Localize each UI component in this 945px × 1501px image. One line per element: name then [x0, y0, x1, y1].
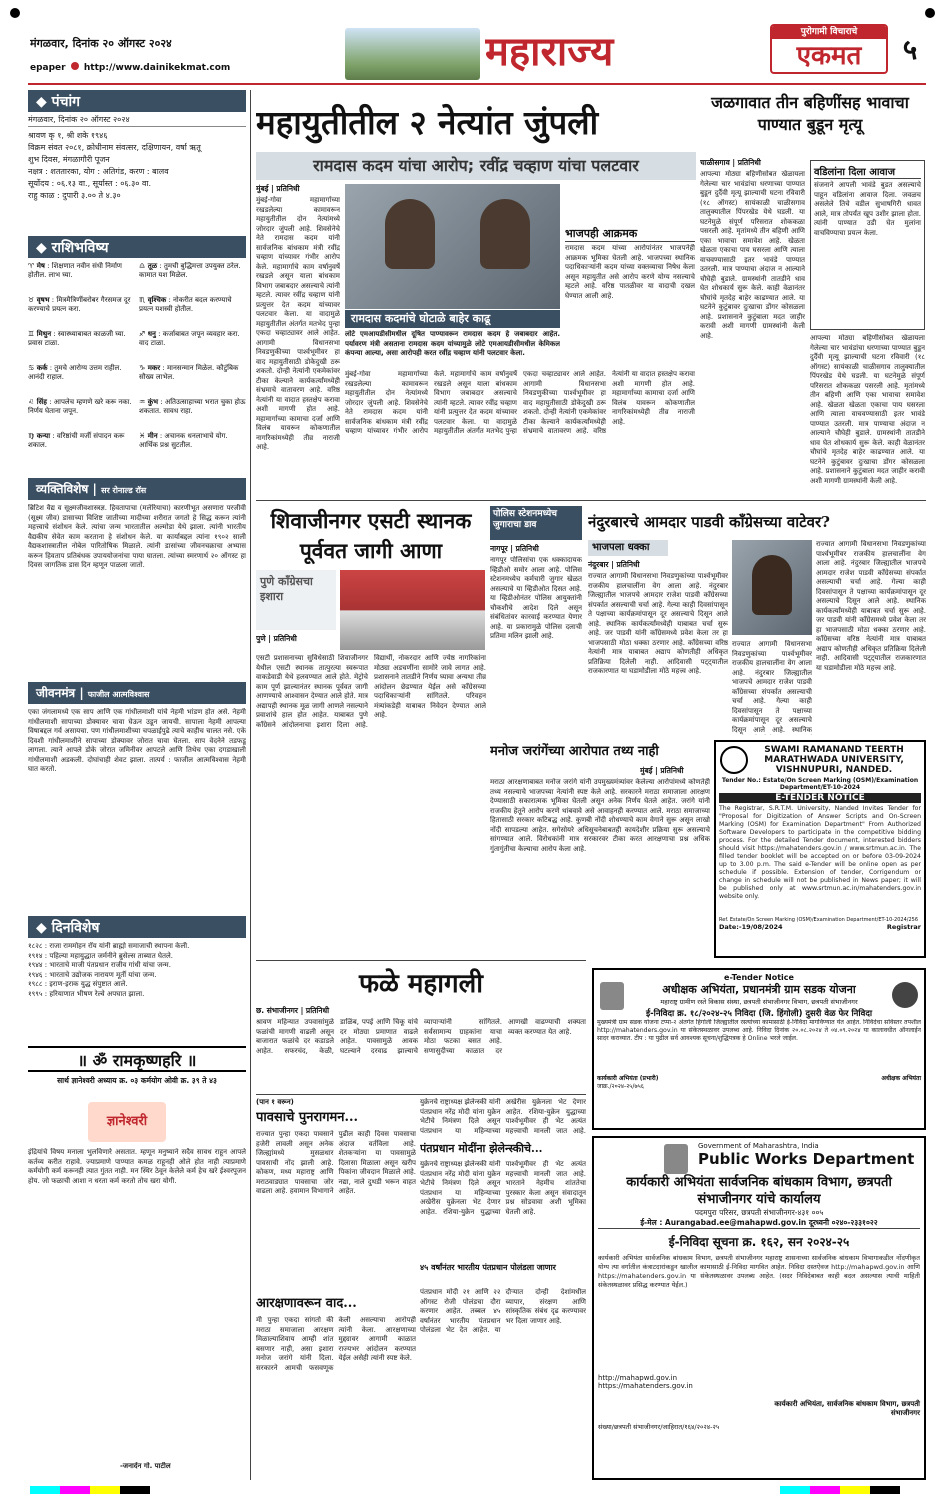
libra-icon: ♎	[139, 262, 148, 270]
dnyaneshwari-logo: ज्ञानेश्वरी	[88, 1102, 166, 1142]
paus-kicker: (पान १ वरून)	[256, 1098, 294, 1106]
jalgaon-byline: चाळीसगाव | प्रतिनिधी	[700, 158, 761, 167]
lead-caption-body: लोटे एमआयडीसीमधील दूषित पाण्यावरून रामदास कदम हे जबाबदार आहेत. पर्यावरण मंत्री असताना रामदास कदम यांच्यामुळे लोटे एमआयडीसीमधील केमिकल कंपन्या आल्या, असा आरोपही करत रवींद्र चव्हाण यांनी पलटवार केला.	[345, 330, 560, 357]
pmgsy-sub: महाराष्ट्र ग्रामीण रस्ते विकास संस्था, छत्रपती संभाजीनगर विभाग, छत्रपती संभाजीनगर	[660, 998, 858, 1006]
bus-photo	[340, 570, 485, 650]
phale-body: श्रावण महिन्यात उपवासांमुळे फळांची मागणी वाढली असून बाजारात फळांचे दर कडाडले आहेत. सफरचंद, केळी, डाळिंब, पपई आणि चिकू यांचे दर मोठ्या प्रमाणात वाढले आहेत. पावसामुळे आवक घटल्याने दरवाढ झाल्याचे व्यापाऱ्यांनी सांगितले. सर्वसामान्य ग्राहकांना याचा मोठा फटका बसत आहे. सणासुदीच्या काळात दर आणखी वाढण्याची शक्यता व्यक्त करण्यात येत आहे.	[256, 1018, 586, 1055]
srtmu-title-3: VISHNUPURI, NANDED.	[775, 765, 893, 775]
paus-body: राज्यात पुन्हा एकदा पावसाने हजेरी लावली असून अनेक जिल्ह्यांमध्ये मुसळधार पावसाची नोंद झाली आहे. कोकण, मध्य महाराष्ट्र आणि मराठवाड्यात पावसाचा जोर वाढला आहे. हवामान विभागाने पुढील काही दिवस पावसाचा अंदाज वर्तविला आहे. शेतकऱ्यांना या पावसामुळे दिलासा मिळाला असून खरीप पिकांना जीवदान मिळाले आहे. नद्या, नाले दुथडी भरून वाहत आहेत.	[256, 1130, 416, 1195]
lead-byline: मुंबई | प्रतिनिधी	[256, 184, 300, 193]
emblem-icon	[600, 982, 624, 1010]
jalgaon-box-title: वडिलांना दिला आवाज	[814, 164, 921, 179]
padvi-body: राज्यात आगामी विधानसभा निवडणुकांच्या पार्श्वभूमीवर राजकीय हालचालींना वेग आला आहे. नंदुरबार जिल्ह्यातील भाजपचे आमदार राजेश पाडवी काँग्रेसच्या संपर्कात असल्याची चर्चा आहे. गेल्या काही दिवसांपासून ते पक्षाच्या कार्यक्रमांपासून दूर असल्याचे दिसून आले आहे. स्थानिक कार्यकर्त्यांमध्येही याबाबत चर्चा सुरू आहे. जर पाडवी यांनी काँग्रेसमध्ये प्रवेश केला तर हा भाजपसाठी मोठा धक्का ठरणार आहे. काँग्रेसच्या वरिष्ठ नेत्यांनी मात्र याबाबत अद्याप कोणतीही अधिकृत प्रतिक्रिया दिलेली नाही. आदिवासी पट्ट्यातील राजकारणात या घडामोडीला मोठे महत्त्व आहे.	[588, 572, 728, 675]
pm-body: युक्रेनचे राष्ट्राध्यक्ष झेलेन्स्की यांनी पंतप्रधान नरेंद्र मोदी यांना युक्रेन भेटीचे निमंत्रण दिले असून पंतप्रधान या महिन्याच्या अखेरीस युक्रेनला भेट देणार आहेत. रशिया-युक्रेन युद्धाच्या पार्श्वभूमीवर ही भेट अत्यंत महत्त्वाची मानली जात आहे.	[420, 1098, 586, 1135]
pwd-notice: ई-निविदा सूचना क्र. १६२, सन २०२४-२५	[668, 1235, 850, 1249]
jarange-headline: मनोज जरांगेंच्या आरोपात तथ्य नाही	[490, 744, 659, 759]
padvi-photo	[732, 540, 812, 635]
rashi-item: ♋ कर्क : तुमचे आरोग्य उत्तम राहील. आनंदी राहाल.	[28, 364, 122, 381]
pwd-signer: कार्यकारी अभियंता, सार्वजनिक बांधकाम विभाग, छत्रपती संभाजीनगर	[774, 1400, 920, 1417]
vyaktivishesh-heading: व्यक्तिविशेष | सर रोनाल्ड रॉस	[28, 478, 246, 500]
phale-byline: छ. संभाजीनगर | प्रतिनिधी	[256, 1006, 330, 1015]
srtmu-date: Date:-19/08/2024	[719, 923, 783, 931]
epaper-label: epaper	[30, 63, 66, 73]
jeevanmantra-subject: फाजील आत्मविश्वास	[87, 690, 150, 699]
lead-headline: महायुतीतील २ नेत्यांत जुंपली	[256, 103, 599, 142]
panchang-line: राहु काळ : दुपारी ३.०० ते ४.३०	[28, 191, 121, 200]
rashi-item: ♉ वृषभ : मित्रमैत्रिणींबरोबर गैरसमज दूर करण्याचे प्रयत्न करा.	[28, 296, 131, 313]
brand-name: एकमत	[796, 41, 862, 71]
srtmu-title-2: MARATHWADA UNIVERSITY,	[764, 755, 904, 765]
panchang-line: सूर्योदय : ०६.१३ वा., सूर्यास्त : ०६.३० वा.	[28, 179, 152, 188]
dinvishesh-list	[28, 942, 246, 1042]
srtmu-title-1: SWAMI RAMANAND TEERTH	[764, 745, 904, 755]
dinvishesh-item: १९९५ : हरियाणात भीषण रेल्वे अपघात झाला.	[28, 989, 145, 998]
dinvishesh-heading: ◆ दिनविशेष	[28, 916, 246, 938]
person-icon	[480, 199, 530, 269]
srtmu-body: The Registrar, S.R.T.M. University, Nanded Invites Tender for "Proposal for Digitization of Answer Scripts and On-Screen Marking (OSM) for Examination Department" From Authorized Software Developers to participate in the competitive bidding process. For the detailed Tender document, interested bidders should visit https://mahatenders.gov.in / www.srtmun.ac.in. The filled tender booklet will be accepted on or before 03-09-2024 up to 3.00 p.m. The said e-Tender will be online open as per schedule if possible. Extension of tender, Corrigendum or change in schedule will not be published in News paper; it will be published only at www.srtmun.ac.in/mahatenders.gov.in website only.	[719, 805, 921, 900]
person-icon	[385, 199, 435, 269]
header-rule	[28, 83, 926, 85]
panchang-line: श्रावण कृ १, श्री शके १९४६	[28, 131, 108, 140]
st-headline: शिवाजीनगर एसटी स्थानक पूर्ववत जागी आणा	[270, 508, 472, 563]
capricorn-icon: ♑	[139, 364, 148, 372]
lead-photo	[345, 184, 560, 309]
dinvishesh-item: १९४६ : भारताचे उद्योजक नारायण मूर्ती यांचा जन्म.	[28, 970, 157, 979]
lead-subhead: रामदास कदम यांचा आरोप; रवींद्र चव्हाण यांचा पलटवार	[256, 152, 696, 180]
ramkrishna-body: इंद्रियांचे विषय मनाला भुलविणारे असतात. म्हणून मनुष्याने सदैव सावध राहून आपले कर्तव्य करीत राहावे. ज्याप्रमाणे पाण्यात कमळ राहूनही ओले होत नाही त्याप्रमाणे कर्मयोगी कर्म करूनही त्यात गुंतत नाही. मन स्थिर ठेवून केलेले कर्म हेच खरे ईश्वरपूजन होय. जो फळाची आशा न धरता कर्म करतो तोच खरा योगी.	[28, 1148, 246, 1185]
srtmu-signer: Registrar	[886, 923, 921, 931]
phale-headline: फळे महागली	[359, 969, 483, 999]
masthead-title: महाराज्य	[485, 28, 614, 75]
diamond-icon: ◆	[36, 94, 52, 110]
globe-icon	[71, 62, 79, 70]
pwd-address: पदमपुरा परिसर, छत्रपती संभाजीनगर-४३१ ००५	[694, 1208, 824, 1217]
pwd-tender-ad	[592, 1136, 926, 1480]
lead-sidebar-body: रामदास कदम यांच्या आरोपांनंतर भाजपनेही आक्रमक भूमिका घेतली आहे. भाजपच्या स्थानिक पदाधिकाऱ्यांनी कदम यांच्या वक्तव्याचा निषेध केला असून महायुतीत असे आरोप करणे योग्य नसल्याचे म्हटले आहे. वरिष्ठ पातळीवर या वादाची दखल घेण्यात आली आहे.	[565, 244, 695, 300]
masthead-art	[345, 28, 480, 80]
dinvishesh-item: १८२८ : राजा राममोहन रॉय यांनी ब्राह्मो समाजाची स्थापना केली.	[28, 942, 190, 950]
scorpio-icon: ♏	[139, 296, 148, 304]
rashi-item: ♐ धनु : कर्जाबाबत जपून व्यवहार करा. वाद टाळा.	[139, 330, 240, 347]
jeevanmantra-body: एका जंगलामध्ये एक साप आणि एक गांधीलमाशी यांचे नेहमी भांडण होत असे. नेहमी गांधीलमाशी सापाच्या डोक्यावर चावा घेऊन उडून जायची. सापाला नेहमी आपल्या विषाबद्दल गर्व असायचा. पण गांधीलमाशीच्या चपळाईपुढे त्याचे काहीच चालत नसे. एके दिवशी गांधीलमाशीने सापाच्या डोक्यावर जोरात चावा घेतला. साप वेदनेने तडफडू लागला. त्याने आपले डोके जोरात जमिनीवर आपटले आणि तिथेच एका दगडाखाली गांधीलमाशी अडकली. दोघांचाही शेवट झाला. तात्पर्य : फाजील आत्मविश्वास नेहमी घात करतो.	[28, 708, 246, 773]
header-date: मंगळवार, दिनांक २० ऑगस्ट २०२४	[30, 37, 172, 50]
pmgsy-tender-ad	[592, 968, 926, 1130]
virgo-icon: ♍	[28, 432, 37, 440]
pwd-ref: संख्या/छत्रपती संभाजीनगर/जाहिरात/१६४/२०२४-२५	[598, 1423, 720, 1431]
rashi-item: ♊ मिथुन : स्वास्थ्याबाबत काळजी घ्या. प्रवास टाळा.	[28, 330, 126, 347]
paus-sub2: आरक्षणावरून वाद...	[256, 1296, 357, 1311]
cancer-icon: ♋	[28, 364, 37, 372]
pmgsy-right-sign: अधीक्षक अभियंता	[881, 1075, 921, 1082]
ramkrishna-subtitle: सार्थ ज्ञानेश्वरी अध्याय क्र. ०३ कर्मयोग ओवी क्र. ३९ ते ४३	[57, 1076, 217, 1085]
padvi-box-title: भाजपला धक्का	[588, 540, 668, 556]
pisces-icon: ♓	[139, 432, 148, 440]
paus-headline: पावसाचे पुनरागमन...	[256, 1110, 359, 1125]
color-bar	[30, 1486, 150, 1494]
rashi-item: ♈ मेष : शिक्षणात नवीन संधी निर्माण होतील. लाभ घ्या.	[28, 262, 122, 279]
vyaktivishesh-subject: सर रोनाल्ड रॉस	[101, 486, 147, 495]
sagittarius-icon: ♐	[139, 330, 148, 338]
rashi-item: ♒ कुंभ : अतिउत्साहाच्या भरात चुका होऊ शकतात. सावध राहा.	[139, 398, 246, 415]
st-kicker: पुणे काँग्रेसचा इशारा	[256, 570, 336, 630]
panchang-heading: ◆ पंचांग	[28, 90, 246, 112]
row-rule	[256, 1094, 586, 1095]
row-rule	[256, 960, 586, 961]
website-url[interactable]: http://www.dainikekmat.com	[83, 63, 231, 73]
panchang-line: शुभ दिवस, मंगळागौरी पूजन	[28, 155, 110, 164]
st-byline: पुणे | प्रतिनिधी	[256, 634, 297, 643]
pm-body-2: युक्रेनचे राष्ट्राध्यक्ष झेलेन्स्की यांनी पंतप्रधान नरेंद्र मोदी यांना युक्रेन भेटीचे निमंत्रण दिले असून पंतप्रधान या महिन्याच्या अखेरीस युक्रेनला भेट देणार आहेत. रशिया-युक्रेन युद्धाच्या पार्श्वभूमीवर ही भेट अत्यंत महत्त्वाची मानली जात आहे. भारताने नेहमीच शांततेचा पुरस्कार केला असून संवादातून प्रश्न सोडवावा अशी भूमिका घेतली आहे.	[420, 1160, 586, 1216]
police-byline: नागपूर | प्रतिनिधी	[490, 544, 539, 553]
dinvishesh-item: १९८८ : इराण-इराक युद्ध संपुष्टात आले.	[28, 980, 128, 988]
panchang-line: नक्षत्र : शततारका, योग : अतिगंड, करण : बालव	[28, 167, 169, 176]
jarange-byline: मुंबई | प्रतिनिधी	[640, 766, 684, 775]
leo-icon: ♌	[28, 398, 37, 406]
vyaktivishesh-body: ब्रिटिश वैद्य व सूक्ष्मजीवशास्त्रज्ञ. हिवतापाचा (मलेरियाचा) कारणीभूत असणारा परजीवी (सूक्ष्म जीव) डासाच्या विशिष्ट जातीच्या मादीच्या शरीरात जगतो हे सिद्ध करून त्यांनी महत्त्वाचे संशोधन केले. त्यांचा जन्म भारतातील अल्मोडा येथे झाला. त्यांनी भारतीय वैद्यकीय सेवेत काम करताना हे संशोधन केले. या कार्याबद्दल त्यांना १९०२ साली वैद्यकशास्त्रातील नोबेल पारितोषिक मिळाले. त्यांनी डासांच्या जीवनचक्राचा अभ्यास करून हिवताप प्रतिबंधक उपाययोजनांचा पाया घातला. त्यांच्या स्मरणार्थ २० ऑगस्ट हा दिवस जागतिक डास दिन म्हणून पाळला जातो.	[28, 504, 246, 569]
ramkrishna-author: -जनार्दन गो. पाटील	[120, 1462, 171, 1470]
police-body: नागपूर पोलिसांचा एक धक्कादायक व्हिडीओ समोर आला आहे. पोलिस स्टेशनमध्येच कर्मचारी जुगार खेळत असल्याचे या व्हिडीओत दिसत आहे. या व्हिडीओनंतर पोलिस आयुक्तांनी चौकशीचे आदेश दिले असून संबंधितांवर कारवाई करण्यात येणार आहे. या प्रकारामुळे पोलिस दलाची प्रतिमा मलिन झाली आहे.	[490, 556, 582, 640]
row-rule	[256, 500, 926, 501]
brand-tagline: पुरोगामी विचाराचे	[772, 26, 886, 39]
padvi-body-3: राज्यात आगामी विधानसभा निवडणुकांच्या पार्श्वभूमीवर राजकीय हालचालींना वेग आला आहे. नंदुरबार जिल्ह्यातील भाजपचे आमदार राजेश पाडवी काँग्रेसच्या संपर्कात असल्याची चर्चा आहे. गेल्या काही दिवसांपासून ते पक्षाच्या कार्यक्रमांपासून दूर असल्याचे दिसून आले आहे. स्थानिक कार्यकर्त्यांमध्येही याबाबत चर्चा सुरू आहे. जर पाडवी यांनी काँग्रेसमध्ये प्रवेश केला तर हा भाजपसाठी मोठा धक्का ठरणार आहे. काँग्रेसच्या वरिष्ठ नेत्यांनी मात्र याबाबत अद्याप कोणतीही अधिकृत प्रतिक्रिया दिलेली नाही. आदिवासी पट्ट्यातील राजकारणात या घडामोडीला मोठे महत्त्व आहे.	[816, 540, 926, 672]
page-number: ५	[902, 33, 918, 66]
jarange-body: मराठा आरक्षणाबाबत मनोज जरांगे यांनी उपमुख्यमंत्र्यांवर केलेल्या आरोपांमध्ये कोणतेही तथ्य नसल्याचे भाजपच्या नेत्यांनी स्पष्ट केले आहे. सरकारने मराठा समाजाला आरक्षण देण्यासाठी सकारात्मक भूमिका घेतली असून अनेक निर्णय घेतले आहेत. जरांगे यांनी राजकीय हेतूने आरोप करणे थांबवावे असे आवाहनही करण्यात आले. मराठा समाजाच्या हितासाठी सरकार कटिबद्ध आहे. कुणबी नोंदी शोधण्याचे काम वेगाने सुरू असून लाखो नोंदी सापडल्या आहेत. सगेसोयरे अधिसूचनेबाबतही कायदेशीर प्रक्रिया सुरू असल्याचे सांगण्यात आले. विरोधकांनी मात्र सरकारवर टीका करत आरक्षणाचा प्रश्न अधिक गुंतागुंतीचा केल्याचा आरोप केला आहे.	[490, 778, 710, 853]
dinvishesh-item: १९४४ : भारताचे माजी पंतप्रधान राजीव गांधी यांचा जन्म.	[28, 961, 171, 969]
lead-photo-caption: रामदास कदमांचे घोटाळे बाहेर काढू	[345, 310, 560, 328]
lead-sidebar-title: भाजपही आक्रमक	[565, 226, 695, 242]
jalgaon-body-2: आपल्या मोठ्या बहिणीसोबत खेळायला गेलेल्या चार भावंडांचा धरणाच्या पाण्यात बुडून दुर्दैवी मृत्यू झाल्याची घटना रविवारी (१८ ऑगस्ट) सायंकाळी चाळीसगाव तालुक्यातील पिंपरखेड येथे घडली. या घटनेमुळे संपूर्ण परिसरात शोककळा पसरली आहे. मृतांमध्ये तीन बहिणी आणि एका भावाचा समावेश आहे. खेळता खेळता एकाचा पाय घसरला आणि त्याला वाचवण्यासाठी इतर भावंडे पाण्यात उतरली. मात्र पाण्याचा अंदाज न आल्याने चौघेही बुडाले. ग्रामस्थांनी तातडीने धाव घेत शोधकार्य सुरू केले. काही वेळानंतर चौघांचे मृतदेह बाहेर काढण्यात आले. या घटनेने कुटुंबावर दुःखाचा डोंगर कोसळला आहे. प्रशासनाने कुटुंबाला मदत जाहीर करावी अशी मागणी ग्रामस्थांनी केली आहे.	[810, 334, 925, 485]
pm-sub2: ४५ वर्षांनंतर भारतीय पंतप्रधान पोलंडला जाणार	[420, 1263, 556, 1272]
color-bar	[780, 1486, 900, 1494]
lead-body-col1: मुंबई-गोवा महामार्गाच्या रखडलेल्या कामावरून महायुतीतील दोन नेत्यांमध्ये जोरदार जुंपली आहे. शिवसेनेचे नेते रामदास कदम यांनी सार्वजनिक बांधकाम मंत्री रवींद्र चव्हाण यांच्यावर गंभीर आरोप केले. महामार्गाचे काम वर्षानुवर्षे रखडले असून याला बांधकाम विभाग जबाबदार असल्याचे त्यांनी म्हटले. त्यावर रवींद्र चव्हाण यांनी प्रत्युत्तर देत कदम यांच्यावर पलटवार केला. या वादामुळे महायुतीतील अंतर्गत मतभेद पुन्हा एकदा चव्हाट्यावर आले आहेत. आगामी विधानसभा निवडणुकीच्या पार्श्वभूमीवर हा वाद महायुतीसाठी डोकेदुखी ठरू शकतो. दोन्ही नेत्यांनी एकमेकांवर टीका केल्याने कार्यकर्त्यांमध्येही संभ्रमाचे वातावरण आहे. वरिष्ठ नेत्यांनी या वादात हस्तक्षेप करावा अशी मागणी होत आहे. महामार्गाच्या कामाचा दर्जा आणि विलंब यावरून कोकणातील नागरिकांमध्येही तीव्र नाराजी आहे.	[256, 196, 340, 451]
panchang-body	[28, 114, 246, 226]
lead-body-col2: मुंबई-गोवा महामार्गाच्या रखडलेल्या कामावरून महायुतीतील दोन नेत्यांमध्ये जोरदार जुंपली आहे. शिवसेनेचे नेते रामदास कदम यांनी सार्वजनिक बांधकाम मंत्री रवींद्र चव्हाण यांच्यावर गंभीर आरोप केले. महामार्गाचे काम वर्षानुवर्षे रखडले असून याला बांधकाम विभाग जबाबदार असल्याचे त्यांनी म्हटले. त्यावर रवींद्र चव्हाण यांनी प्रत्युत्तर देत कदम यांच्यावर पलटवार केला. या वादामुळे महायुतीतील अंतर्गत मतभेद पुन्हा एकदा चव्हाट्यावर आले आहेत. आगामी विधानसभा निवडणुकीच्या पार्श्वभूमीवर हा वाद महायुतीसाठी डोकेदुखी ठरू शकतो. दोन्ही नेत्यांनी एकमेकांवर टीका केल्याने कार्यकर्त्यांमध्येही संभ्रमाचे वातावरण आहे. वरिष्ठ नेत्यांनी या वादात हस्तक्षेप करावा अशी मागणी होत आहे. महामार्गाच्या कामाचा दर्जा आणि विलंब यावरून कोकणातील नागरिकांमध्येही तीव्र नाराजी आहे.	[345, 370, 695, 435]
jalgaon-body: आपल्या मोठ्या बहिणीसोबत खेळायला गेलेल्या चार भावंडांचा धरणाच्या पाण्यात बुडून दुर्दैवी मृत्यू झाल्याची घटना रविवारी (१८ ऑगस्ट) सायंकाळी चाळीसगाव तालुक्यातील पिंपरखेड येथे घडली. या घटनेमुळे संपूर्ण परिसरात शोककळा पसरली आहे. मृतांमध्ये तीन बहिणी आणि एका भावाचा समावेश आहे. खेळता खेळता एकाचा पाय घसरला आणि त्याला वाचवण्यासाठी इतर भावंडे पाण्यात उतरली. मात्र पाण्याचा अंदाज न आल्याने चौघेही बुडाले. ग्रामस्थांनी तातडीने धाव घेत शोधकार्य सुरू केले. काही वेळानंतर चौघांचे मृतदेह बाहेर काढण्यात आले. या घटनेने कुटुंबावर दुःखाचा डोंगर कोसळला आहे. प्रशासनाने कुटुंबाला मदत जाहीर करावी अशी मागणी ग्रामस्थांनी केली आहे.	[700, 170, 805, 340]
jeevanmantra-heading: जीवनमंत्र | फाजील आत्मविश्वास	[28, 682, 246, 704]
pwd-email: ई-मेल : Aurangabad.ee@mahapwd.gov.in दूरध्वनी ०२४०-२३३१०२२	[598, 1218, 920, 1229]
srtmu-notice: E-TENDER NOTICE	[719, 793, 921, 803]
pm-headline: पंतप्रधान मोदींना झेलेन्स्कीचे...	[420, 1142, 543, 1155]
rashi-item: ♎ तूळ : तुमची बुद्धिमत्ता उपयुक्त ठरेल. कामात यश मिळेल.	[139, 262, 241, 279]
pm-body2: पंतप्रधान मोदी २१ आणि २२ ऑगस्ट रोजी पोलंडचा दौरा करणार आहेत. तब्बल ४५ वर्षांनंतर भारतीय पंतप्रधान पोलंडला भेट देत आहेत. या दौऱ्यात दोन्ही देशांमधील व्यापार, संरक्षण आणि सांस्कृतिक संबंध दृढ करण्यावर भर दिला जाणार आहे.	[420, 1288, 586, 1334]
paus-body2: मी पुन्हा एकदा सांगतो की मराठा समाजाला आरक्षण मिळाल्याशिवाय आम्ही शांत बसणार नाही, असा इशारा मनोज जरांगे यांनी दिला. सरकारने आमची फसवणूक केली असल्याचा आरोपही त्यांनी केला. आरक्षणाच्या मुद्द्यावर आगामी काळात राज्यभर आंदोलन करण्यात येईल असेही त्यांनी स्पष्ट केले.	[256, 1316, 416, 1372]
aries-icon: ♈	[28, 262, 37, 270]
padvi-headline: नंदुरबारचे आमदार पाडवी काँग्रेसच्या वाटेवर?	[588, 513, 830, 531]
pmgsy-logo-icon	[892, 982, 918, 1008]
pwd-site-1[interactable]: http://mahapwd.gov.in	[598, 1374, 678, 1382]
padvi-body-2: राज्यात आगामी विधानसभा निवडणुकांच्या पार्श्वभूमीवर राजकीय हालचालींना वेग आला आहे. नंदुरबार जिल्ह्यातील भाजपचे आमदार राजेश पाडवी काँग्रेसच्या संपर्कात असल्याची चर्चा आहे. गेल्या काही दिवसांपासून ते पक्षाच्या कार्यक्रमांपासून दूर असल्याचे दिसून आले आहे. स्थानिक	[732, 640, 812, 734]
emblem-icon	[664, 1144, 688, 1174]
pmgsy-kicker: e-Tender Notice	[724, 973, 794, 982]
gemini-icon: ♊	[28, 330, 37, 338]
diamond-icon: ◆	[36, 240, 52, 256]
srtmu-tender-ad	[714, 740, 926, 958]
registration-mark	[10, 8, 20, 18]
pmgsy-left-sign: कार्यकारी अभियंता (प्रभारी)	[597, 1075, 659, 1082]
column-rule	[250, 90, 251, 1480]
panchang-date: मंगळवार, दिनांक २० ऑगस्ट २०२४	[28, 114, 246, 127]
pwd-gov: Government of Maharashtra, India	[698, 1142, 819, 1150]
jalgaon-headline: जळगावात तीन बहिणींसह भावाचा पाण्यात बुडून मृत्यू	[711, 93, 909, 134]
rashi-item: ♍ कन्या : वरिष्ठांची मर्जी संपादन करू शकाल.	[28, 432, 125, 449]
diamond-icon: ◆	[36, 920, 52, 936]
registration-mark	[925, 8, 935, 18]
taurus-icon: ♉	[28, 296, 37, 304]
aquarius-icon: ♒	[139, 398, 148, 406]
rashi-item: ♌ सिंह : आपलेच म्हणणे खरे करू नका. निर्णय घेताना जपून.	[28, 398, 132, 415]
pmgsy-body: मुख्यमंत्री ग्राम सडक योजना टप्पा-२ अंतर्गत हिंगोली जिल्ह्यातील रस्त्यांच्या कामासाठी ई-निविदा मागविण्यात येत आहेत. निविदेचा सविस्तर तपशील http://mahatenders.gov.in या संकेतस्थळावर उपलब्ध आहे. निविदा दिनांक २०.०८.२०२४ ते ०४.०९.२०२४ या कालावधीत ऑनलाईन सादर कराव्यात. टीप : या पुढील सर्व आवश्यक सूचना/शुद्धिपत्रक हे Online भरले जाईल.	[597, 1019, 921, 1042]
pwd-dept: Public Works Department	[698, 1150, 915, 1168]
pmgsy-ref: जाक्र./२०२४-२५/७५६	[597, 1083, 644, 1090]
pwd-title: कार्यकारी अभियंता सार्वजनिक बांधकाम विभाग, छत्रपती संभाजीनगर यांचे कार्यालय	[626, 1175, 892, 1207]
ramkrishna-title: ॥ ॐ रामकृष्णहरि ॥	[28, 1046, 246, 1072]
jalgaon-box	[810, 160, 925, 330]
brand-box	[770, 24, 888, 74]
rashi-heading: ◆ राशिभविष्य	[28, 236, 246, 258]
university-seal-icon	[720, 746, 748, 774]
jalgaon-box-body: संजनाने आपली भावंडे बुडत असल्याचे पाहून वडिलांना आवाज दिला. जवळच असलेले तिचे वडील सुभाषगिरी धावत आले, मात्र तोपर्यंत खूप उशीर झाला होता. त्यांनी पाण्यात उडी घेत मुलांना वाचविण्याचा प्रयत्न केला.	[814, 181, 921, 237]
pmgsy-title: अधीक्षक अभियंता, प्रधानमंत्री ग्राम सडक योजना	[662, 983, 856, 996]
pmgsy-tender: ई-निविदा क्र. १८/२०२४-२५ निविदा (जि. हिंगोली) दुसरी वेळ फेर निविदा	[645, 1009, 873, 1019]
padvi-byline: नंदुरबार | प्रतिनिधी	[588, 560, 640, 569]
person-icon	[752, 555, 792, 615]
rashi-item: ♓ मीन : अचानक धनलाभाचे योग. आर्थिक प्रश्न सुटतील.	[139, 432, 228, 449]
epaper-line[interactable]	[30, 62, 260, 76]
st-body: एसटी प्रशासनाच्या सुविधेसाठी शिवाजीनगर येथील एसटी स्थानक तात्पुरत्या स्वरूपात वाकडेवाडी येथे हलवण्यात आले होते. मेट्रोचे काम पूर्ण झाल्यानंतर स्थानक पूर्ववत जागी आणण्याचे आश्वासन देण्यात आले होते. मात्र अद्यापही स्थानक मूळ जागी आणले नसल्याने प्रवाशांचे हाल होत आहेत. याबाबत पुणे काँग्रेसने आंदोलनाचा इशारा दिला आहे. विद्यार्थी, नोकरदार आणि ज्येष्ठ नागरिकांना मोठ्या अडचणींना सामोरे जावे लागत आहे. प्रशासनाने तातडीने निर्णय घ्यावा अन्यथा तीव्र आंदोलन छेडण्यात येईल असे काँग्रेसच्या पदाधिकाऱ्यांनी सांगितले. परिवहन मंत्र्यांकडेही याबाबत निवेदन देण्यात आले आहे.	[256, 654, 486, 729]
pwd-body: कार्यकारी अभियंता सार्वजनिक बांधकाम विभाग, छत्रपती संभाजीनगर महाराष्ट्र शासनाच्या सार्वजनिक बांधकाम विभागाकडील नोंदणीकृत योग्य त्या वर्गातील कंत्राटदारांकडून खालील कामासाठी ई-निविदा मागवित आहेत. निविदा दस्तऐवज http://mahapwd.gov.in आणि https://mahatenders.gov.in या संकेतस्थळावर उपलब्ध आहेत. (सदर निविदेबाबत काही बदल असल्यास त्याची माहिती संकेतस्थळावर प्रसिद्ध करण्यात येईल.)	[598, 1254, 920, 1289]
dinvishesh-item: १९१४ : पहिल्या महायुद्धात जर्मनीने ब्रुसेल्स ताब्यात घेतले.	[28, 951, 174, 960]
rashi-item: ♑ मकर : मानसन्मान मिळेल. कौटुंबिक सौख्य लाभेल.	[139, 364, 239, 381]
rashi-grid	[28, 262, 246, 467]
pwd-site-2[interactable]: https://mahatenders.gov.in	[598, 1382, 693, 1390]
rashi-item: ♏ वृश्चिक : नोकरीत बदल करण्याचे प्रयत्न यशस्वी होतील.	[139, 296, 232, 313]
srtmu-ref: Ref. Estate/On Screen Marking (OSM)/Examination Department/ET-10-2024/256	[719, 917, 919, 923]
police-headline: पोलिस स्टेशनमध्येच जुगाराचा डाव	[490, 506, 582, 540]
srtmu-tender-no: Tender No.: Estate/On Screen Marking (OSM)/Examination Department/ET-10-2024	[721, 777, 919, 791]
panchang-line: विक्रम संवत २०८१, क्रोधीनाम संवत्सर, दक्षिणायन, वर्षा ऋतू	[28, 143, 201, 152]
